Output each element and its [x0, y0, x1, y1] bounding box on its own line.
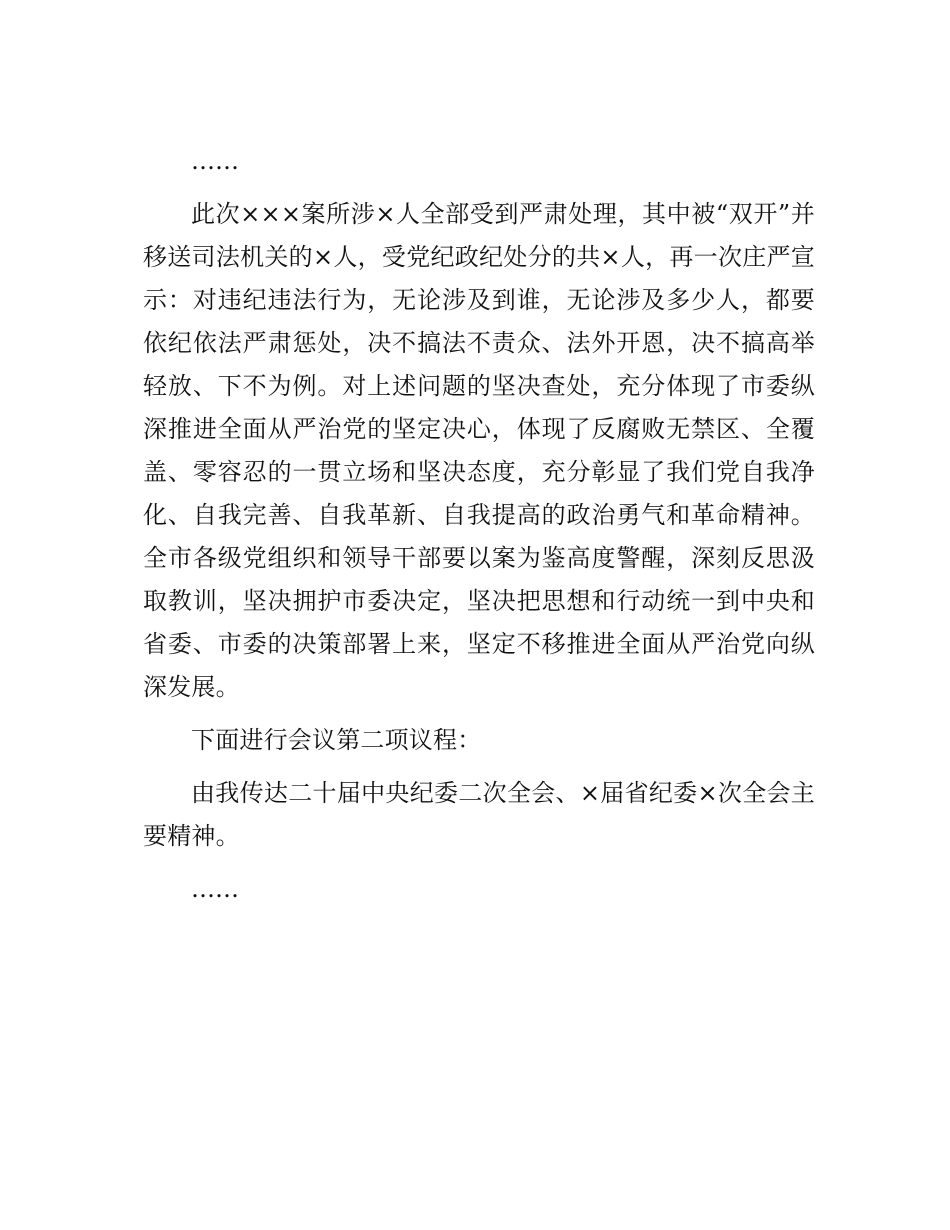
document-body: [143, 140, 815, 921]
paragraph-convey-spirit: 由我传达二十届中央纪委二次全会、×届省纪委×次全会主要精神。: [143, 779, 815, 850]
paragraph-case-summary: 此次×××案所涉×人全部受到严肃处理，其中被“双开”并移送司法机关的×人，受党纪政纪处分的共×人，再一次庄严宣示：对违纪违法行为，无论涉及到谁，无论涉及多少人，都要依纪依法严肃惩处，决不搞法不责众、法外开恩，决不搞高举轻放、下不为例。对上述问题的坚决查处，充分体现了市委纵深推进全面从严治党的坚定决心，体现了反腐败无禁区、全覆盖、零容忍的一贯立场和坚决态度，充分彰显了我们党自我净化、自我完善、自我革新、自我提高的政治勇气和革命精神。全市各级党组织和领导干部要以案为鉴高度警醒，深刻反思汲取教训，坚决拥护市委决定，坚决把思想和行动统一到中央和省委、市委的决策部署上来，坚定不移推进全面从严治党向纵深发展。: [143, 200, 815, 701]
ellipsis-top: ……: [191, 147, 239, 175]
ellipsis-bottom: ……: [191, 875, 239, 903]
paragraph-agenda-item: 下面进行会议第二项议程：: [191, 726, 482, 754]
